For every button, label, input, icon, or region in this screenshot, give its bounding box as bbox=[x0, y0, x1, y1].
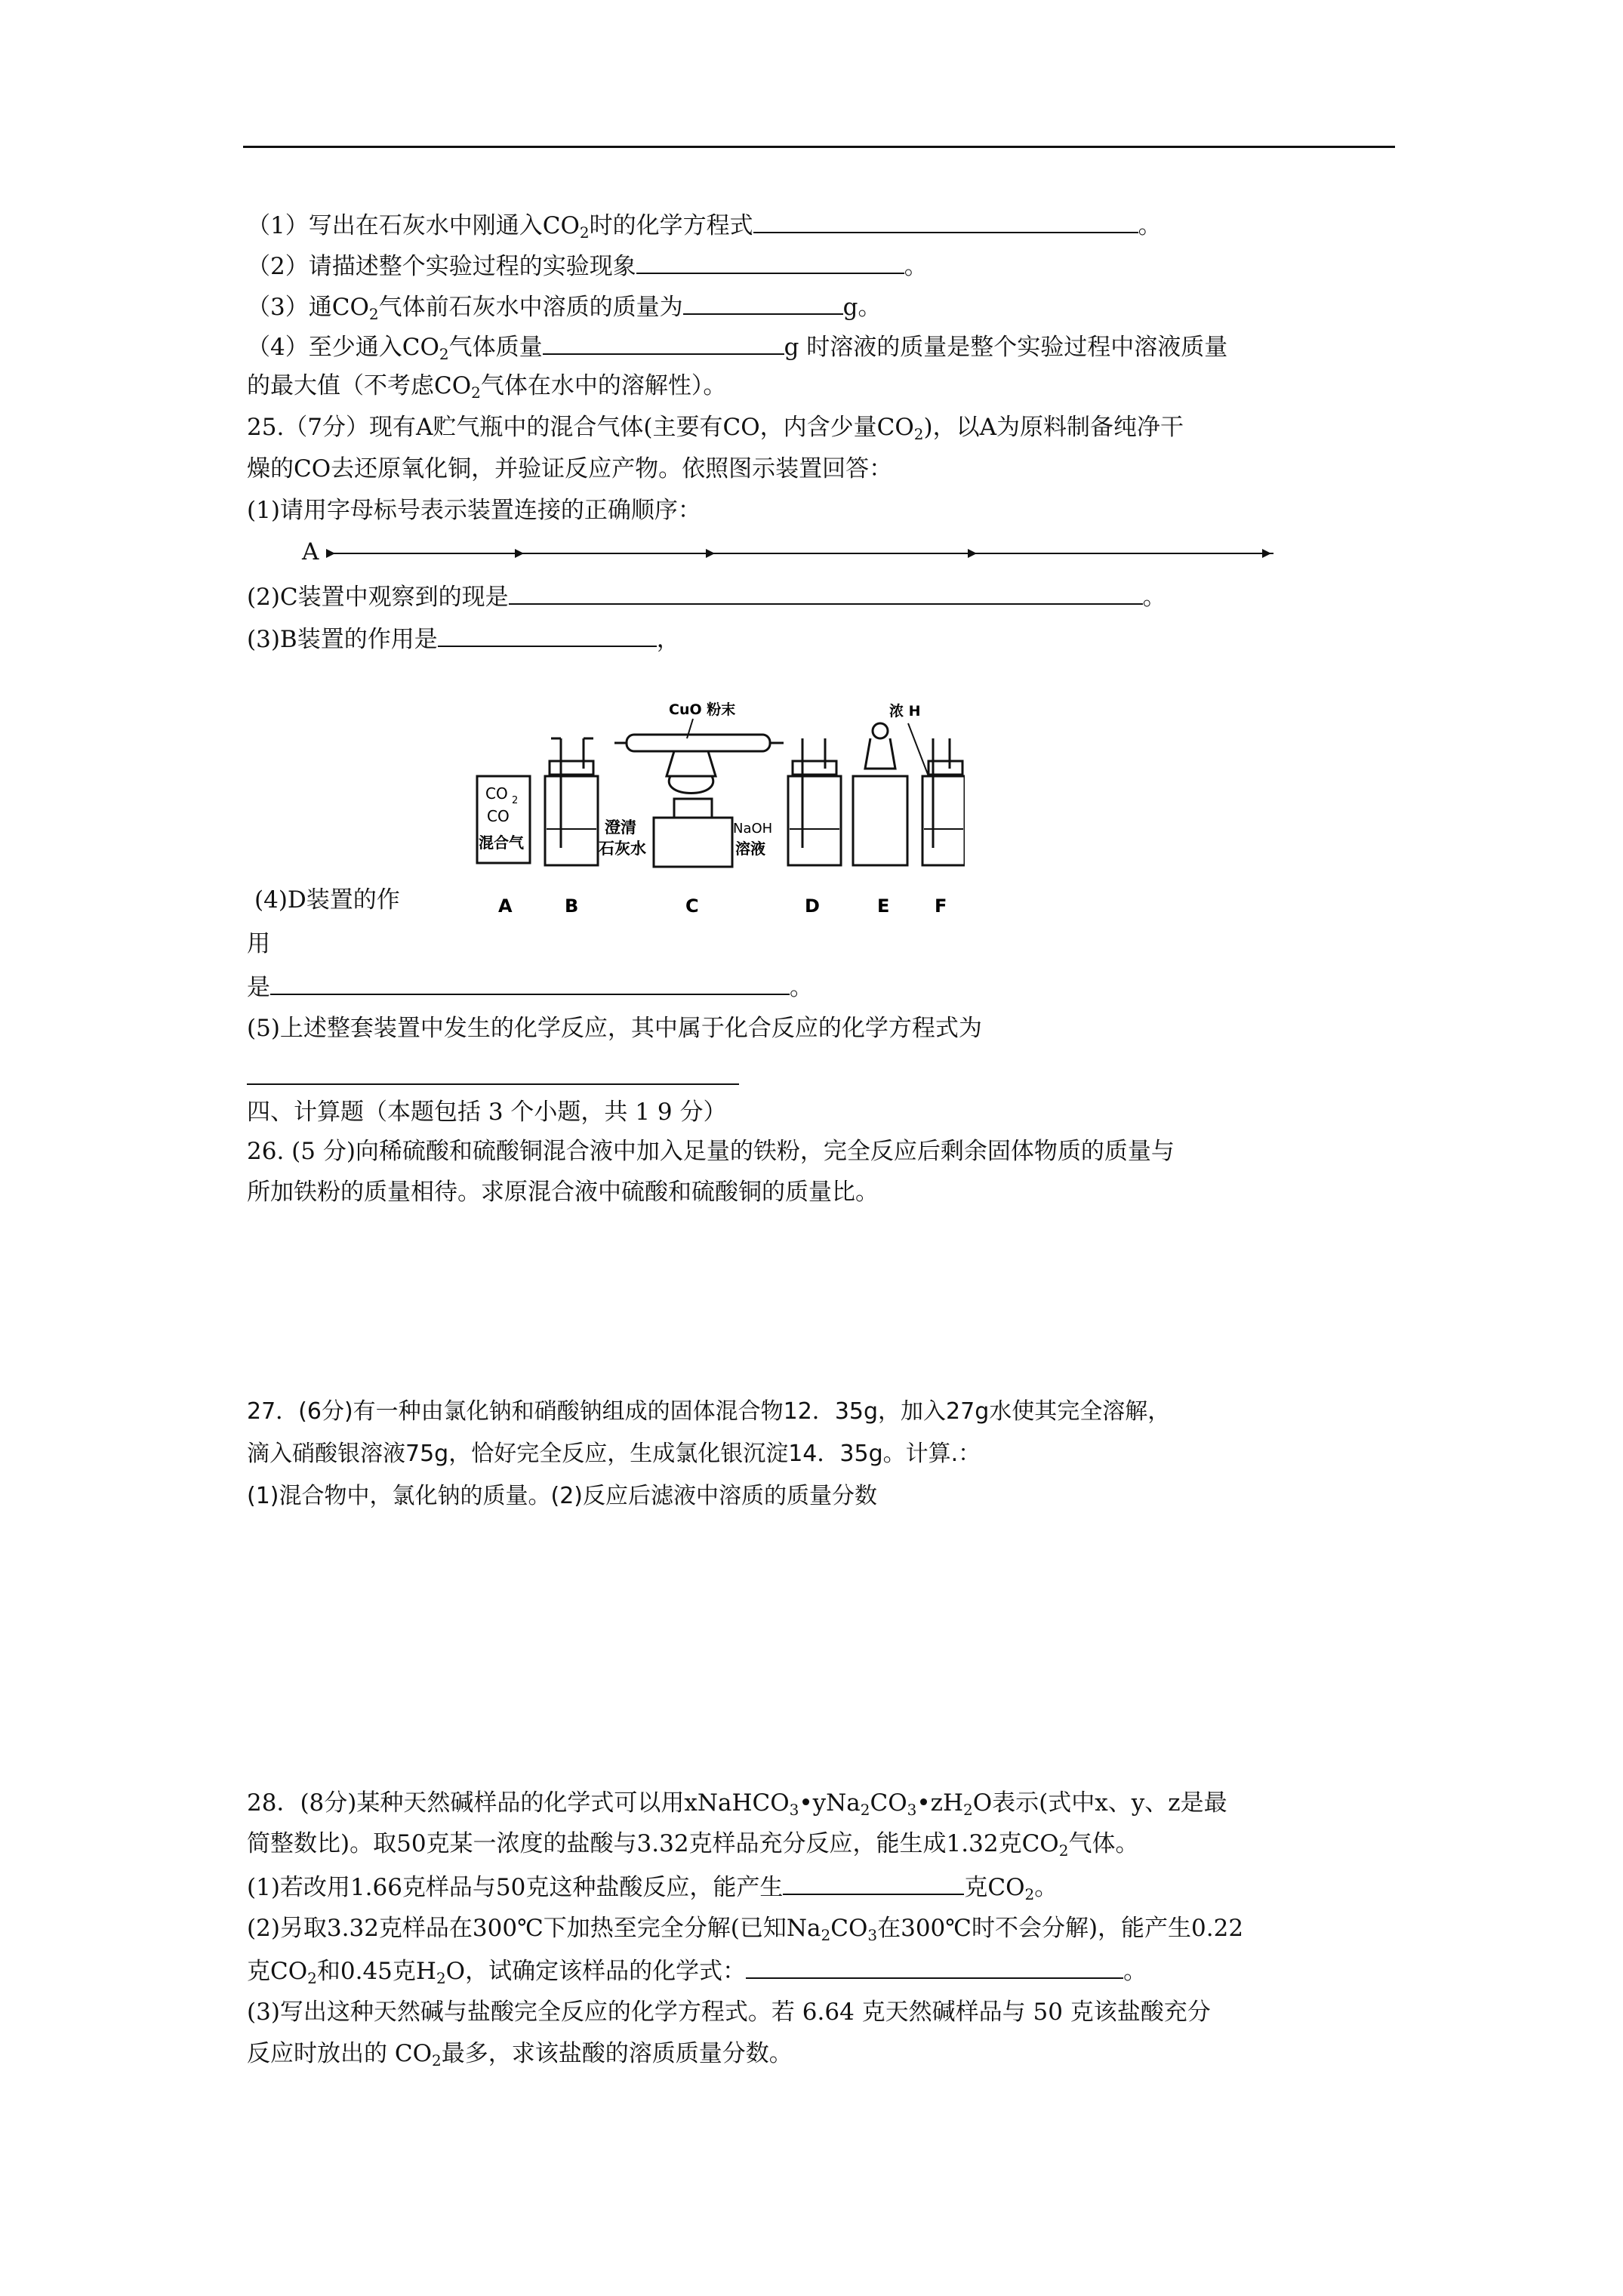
q24-part4-cont: 的最大值（不考虑$CO_2$气体在水中的溶解性）。 bbox=[247, 372, 727, 402]
answer-blank[interactable] bbox=[683, 291, 843, 315]
apparatus-D-wash-bottle bbox=[788, 738, 841, 865]
q25-title: 25.（7分）现有A贮气瓶中的混合气体(主要有CO，内含少量$CO_2$)，以A为原料制备纯净干 bbox=[247, 414, 1184, 443]
apparatus-B-wash-bottle bbox=[545, 738, 598, 865]
q24-part3: （3）通$CO_2$气体前石灰水中溶质的质量为 g。 bbox=[247, 291, 881, 322]
q25-sequence: A bbox=[302, 537, 1276, 567]
arrow-icon bbox=[706, 549, 715, 558]
answer-blank[interactable] bbox=[753, 209, 1138, 233]
limewater-label: 石灰水 bbox=[599, 840, 646, 858]
sequence-blanks[interactable] bbox=[326, 541, 1276, 564]
top-rule bbox=[243, 146, 1395, 148]
naoh-label: NaOH bbox=[733, 821, 773, 837]
q25-part4: (4)D装置的作 bbox=[254, 886, 400, 914]
h2so4-label: 浓 H bbox=[889, 703, 921, 720]
q25-part2: (2)C装置中观察到的现是 。 bbox=[247, 581, 1166, 612]
arrow-icon bbox=[968, 549, 977, 558]
q28-part3: (3)写出这种天然碱与盐酸完全反应的化学方程式。若 6.64 克天然碱样品与 50 克该盐酸充分 bbox=[247, 1999, 1211, 2026]
q28-part1: (1)若改用1.66克样品与50克这种盐酸反应，能产生 克$CO_2$。 bbox=[247, 1871, 1058, 1903]
q27-line2: 滴入硝酸银溶液75g，恰好完全反应，生成氯化银沉淀14．35g。计算.： bbox=[247, 1441, 981, 1467]
answer-blank[interactable] bbox=[270, 971, 790, 995]
q26-line2: 所加铁粉的质量相待。求原混合液中硫酸和硫酸铜的质量比。 bbox=[247, 1179, 879, 1206]
q25-part1: (1)请用字母标号表示装置连接的正确顺序： bbox=[247, 497, 701, 524]
svg-text:C: C bbox=[685, 895, 699, 917]
svg-text:2: 2 bbox=[512, 795, 519, 806]
svg-text:B: B bbox=[565, 895, 579, 917]
answer-blank[interactable] bbox=[247, 1061, 739, 1085]
svg-text:E: E bbox=[877, 895, 890, 917]
q24-part4: （4）至少通入$CO_2$气体质量 g 时溶液的质量是整个实验过程中溶液质量 bbox=[247, 331, 1227, 362]
q25-part5: (5)上述整套装置中发生的化学反应，其中属于化合反应的化学方程式为 bbox=[247, 1015, 982, 1042]
answer-blank[interactable] bbox=[746, 1955, 1123, 1979]
q28-line2: 简整数比)。取50克某一浓度的盐酸与3.32克样品充分反应，能生成1.32克$CO_2$气体。 bbox=[247, 1830, 1139, 1860]
q24-part1: （1）写出在石灰水中刚通入$CO_2$时的化学方程式 。 bbox=[247, 209, 1162, 241]
svg-text:混合气: 混合气 bbox=[479, 834, 524, 852]
apparatus-E-burner bbox=[853, 723, 907, 865]
q24-part2: （2）请描述整个实验过程的实验现象 。 bbox=[247, 250, 928, 282]
q27-line1: 27．(6分)有一种由氯化钠和硝酸钠组成的固体混合物12．35g，加入27g水使其完全溶解， bbox=[247, 1398, 1171, 1425]
svg-text:D: D bbox=[805, 895, 820, 917]
q27-line3: (1)混合物中，氯化钠的质量。(2)反应后滤液中溶质的质量分数 bbox=[247, 1483, 877, 1509]
q26-line1: 26. (5 分)向稀硫酸和硫酸铜混合液中加入足量的铁粉，完全反应后剩余固体物质的质量与 bbox=[247, 1138, 1175, 1165]
q25-part4-cont2: 是 。 bbox=[247, 971, 813, 1003]
q28-part3-cont: 反应时放出的 $CO_2$最多，求该盐酸的溶质质量分数。 bbox=[247, 2040, 793, 2069]
answer-blank[interactable] bbox=[509, 581, 1143, 605]
naoh-label: 溶液 bbox=[735, 840, 765, 858]
q28-part2-cont: 克$CO_2$和0.45克$H_2O$，试确定该样品的化学式： 。 bbox=[247, 1955, 1147, 1986]
answer-blank[interactable] bbox=[438, 623, 657, 647]
q28-part2: (2)另取3.32克样品在300℃下加热至完全分解(已知$Na_2CO_3$在300℃时不会分解)，能产生0.22 bbox=[247, 1915, 1244, 1944]
svg-text:CO: CO bbox=[485, 784, 508, 803]
answer-blank[interactable] bbox=[636, 250, 904, 274]
apparatus-A-gas-cylinder bbox=[477, 776, 530, 863]
apparatus-F-bottle bbox=[922, 738, 965, 865]
q25-part4-cont: 用 bbox=[247, 930, 270, 957]
apparatus-diagram bbox=[467, 693, 965, 927]
answer-blank[interactable] bbox=[543, 331, 784, 355]
arrow-icon bbox=[515, 549, 524, 558]
arrow-icon bbox=[1262, 549, 1271, 558]
q25-title-cont: 燥的CO去还原氧化铜，并验证反应产物。依照图示装置回答： bbox=[247, 455, 893, 482]
svg-text:F: F bbox=[935, 895, 947, 917]
q25-part3: (3)B装置的作用是 ， bbox=[247, 623, 680, 655]
q28-line1: 28．(8分)某种天然碱样品的化学式可以用$xNaHCO_3•yNa_2CO_3•zH_2O$表示(式中x、y、z是最 bbox=[247, 1789, 1227, 1819]
answer-blank[interactable] bbox=[783, 1871, 964, 1895]
section4-heading: 四、计算题（本题包括 3 个小题，共 1 9 分） bbox=[247, 1099, 727, 1126]
svg-text:CO: CO bbox=[487, 807, 510, 825]
svg-text:A: A bbox=[498, 895, 513, 917]
limewater-label: 澄清 bbox=[605, 818, 636, 837]
cuo-label: CuO 粉末 bbox=[669, 701, 736, 718]
